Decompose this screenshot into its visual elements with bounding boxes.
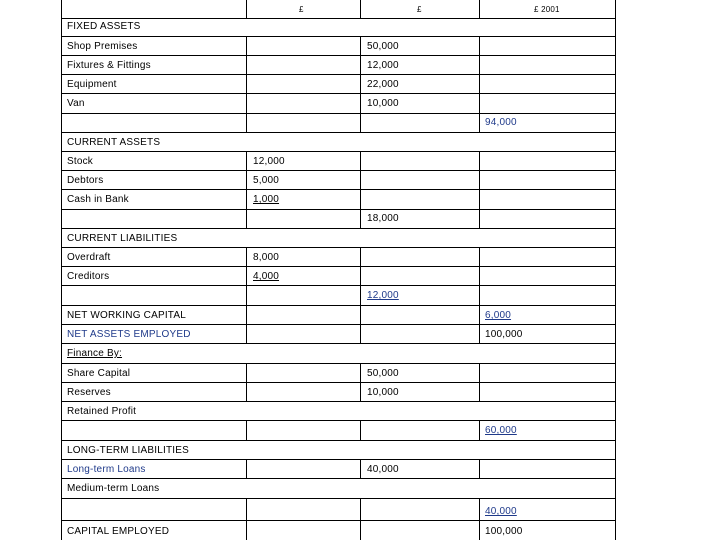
row-value: 22,000 bbox=[367, 79, 399, 90]
row-rule bbox=[61, 520, 616, 521]
col-divider bbox=[246, 247, 247, 343]
row-label: Cash in Bank bbox=[67, 194, 129, 205]
row-rule bbox=[61, 170, 616, 171]
row-rule bbox=[61, 420, 616, 421]
col-divider bbox=[479, 498, 480, 540]
col-divider bbox=[360, 498, 361, 540]
col-divider bbox=[246, 498, 247, 540]
current-liabilities-total: 12,000 bbox=[367, 290, 399, 301]
row-rule bbox=[61, 93, 616, 94]
col-divider bbox=[479, 36, 480, 132]
row-rule bbox=[61, 363, 616, 364]
col-divider bbox=[246, 459, 247, 479]
row-label: Reserves bbox=[67, 387, 111, 398]
balance-sheet bbox=[61, 0, 616, 540]
section-heading-current-assets: CURRENT ASSETS bbox=[67, 137, 161, 148]
section-heading-finance: Finance By: bbox=[67, 348, 123, 359]
row-value: 50,000 bbox=[367, 41, 399, 52]
col-divider bbox=[479, 459, 480, 479]
col-divider bbox=[246, 36, 247, 132]
fixed-assets-total: 94,000 bbox=[485, 117, 517, 128]
row-label: Share Capital bbox=[67, 368, 131, 379]
col-divider bbox=[360, 0, 361, 18]
row-rule bbox=[61, 459, 616, 460]
row-label: Medium-term Loans bbox=[67, 483, 160, 494]
section-heading-long-term-liabilities: LONG-TERM LIABILITIES bbox=[67, 445, 190, 456]
row-rule bbox=[61, 132, 616, 133]
row-label: Van bbox=[67, 98, 85, 109]
net-working-capital-value: 6,000 bbox=[485, 310, 512, 321]
col-divider bbox=[479, 420, 480, 440]
row-rule bbox=[61, 285, 616, 286]
row-value: 8,000 bbox=[253, 252, 280, 263]
row-rule bbox=[61, 343, 616, 344]
row-rule bbox=[61, 478, 616, 479]
row-rule bbox=[61, 36, 616, 37]
col-divider bbox=[360, 420, 361, 440]
row-value: 5,000 bbox=[253, 175, 280, 186]
row-rule bbox=[61, 189, 616, 190]
row-rule bbox=[61, 151, 616, 152]
col-divider bbox=[246, 420, 247, 440]
row-rule bbox=[61, 305, 616, 306]
row-rule bbox=[61, 324, 616, 325]
row-rule bbox=[61, 113, 616, 114]
row-value: 4,000 bbox=[253, 271, 280, 282]
row-label: Stock bbox=[67, 156, 94, 167]
col-divider bbox=[479, 0, 480, 18]
row-rule bbox=[61, 55, 616, 56]
row-rule bbox=[61, 247, 616, 248]
row-label: Long-term Loans bbox=[67, 464, 146, 475]
col-divider bbox=[479, 247, 480, 343]
row-value: 40,000 bbox=[367, 464, 399, 475]
capital-employed-value: 100,000 bbox=[485, 526, 523, 537]
row-label: Fixtures & Fittings bbox=[67, 60, 151, 71]
col-divider bbox=[360, 247, 361, 343]
current-assets-total: 18,000 bbox=[367, 213, 399, 224]
row-label: Creditors bbox=[67, 271, 110, 282]
row-value: 10,000 bbox=[367, 98, 399, 109]
col-divider bbox=[246, 0, 247, 18]
row-label: Debtors bbox=[67, 175, 104, 186]
header-col2: £ bbox=[299, 5, 304, 14]
col-divider bbox=[360, 36, 361, 132]
row-label: Shop Premises bbox=[67, 41, 138, 52]
capital-employed-label: CAPITAL EMPLOYED bbox=[67, 526, 170, 537]
header-col3: £ bbox=[417, 5, 422, 14]
row-rule bbox=[61, 209, 616, 210]
row-label: Overdraft bbox=[67, 252, 111, 263]
net-working-capital-label: NET WORKING CAPITAL bbox=[67, 310, 187, 321]
col-divider bbox=[360, 459, 361, 479]
header-col4: £ 2001 bbox=[534, 5, 560, 14]
long-term-liabilities-total: 40,000 bbox=[485, 506, 517, 517]
row-rule bbox=[61, 401, 616, 402]
net-assets-employed-label: NET ASSETS EMPLOYED bbox=[67, 329, 191, 340]
row-rule bbox=[61, 228, 616, 229]
row-rule bbox=[61, 498, 616, 499]
row-value: 10,000 bbox=[367, 387, 399, 398]
finance-total: 60,000 bbox=[485, 425, 517, 436]
row-rule bbox=[61, 440, 616, 441]
row-label: Retained Profit bbox=[67, 406, 137, 417]
section-heading-fixed-assets: FIXED ASSETS bbox=[67, 21, 141, 32]
row-rule bbox=[61, 382, 616, 383]
row-rule bbox=[61, 18, 616, 19]
row-value: 50,000 bbox=[367, 368, 399, 379]
row-value: 12,000 bbox=[253, 156, 285, 167]
row-value: 12,000 bbox=[367, 60, 399, 71]
row-rule bbox=[61, 266, 616, 267]
row-rule bbox=[61, 74, 616, 75]
row-value: 1,000 bbox=[253, 194, 280, 205]
row-label: Equipment bbox=[67, 79, 117, 90]
net-assets-employed-value: 100,000 bbox=[485, 329, 523, 340]
section-heading-current-liabilities: CURRENT LIABILITIES bbox=[67, 233, 178, 244]
